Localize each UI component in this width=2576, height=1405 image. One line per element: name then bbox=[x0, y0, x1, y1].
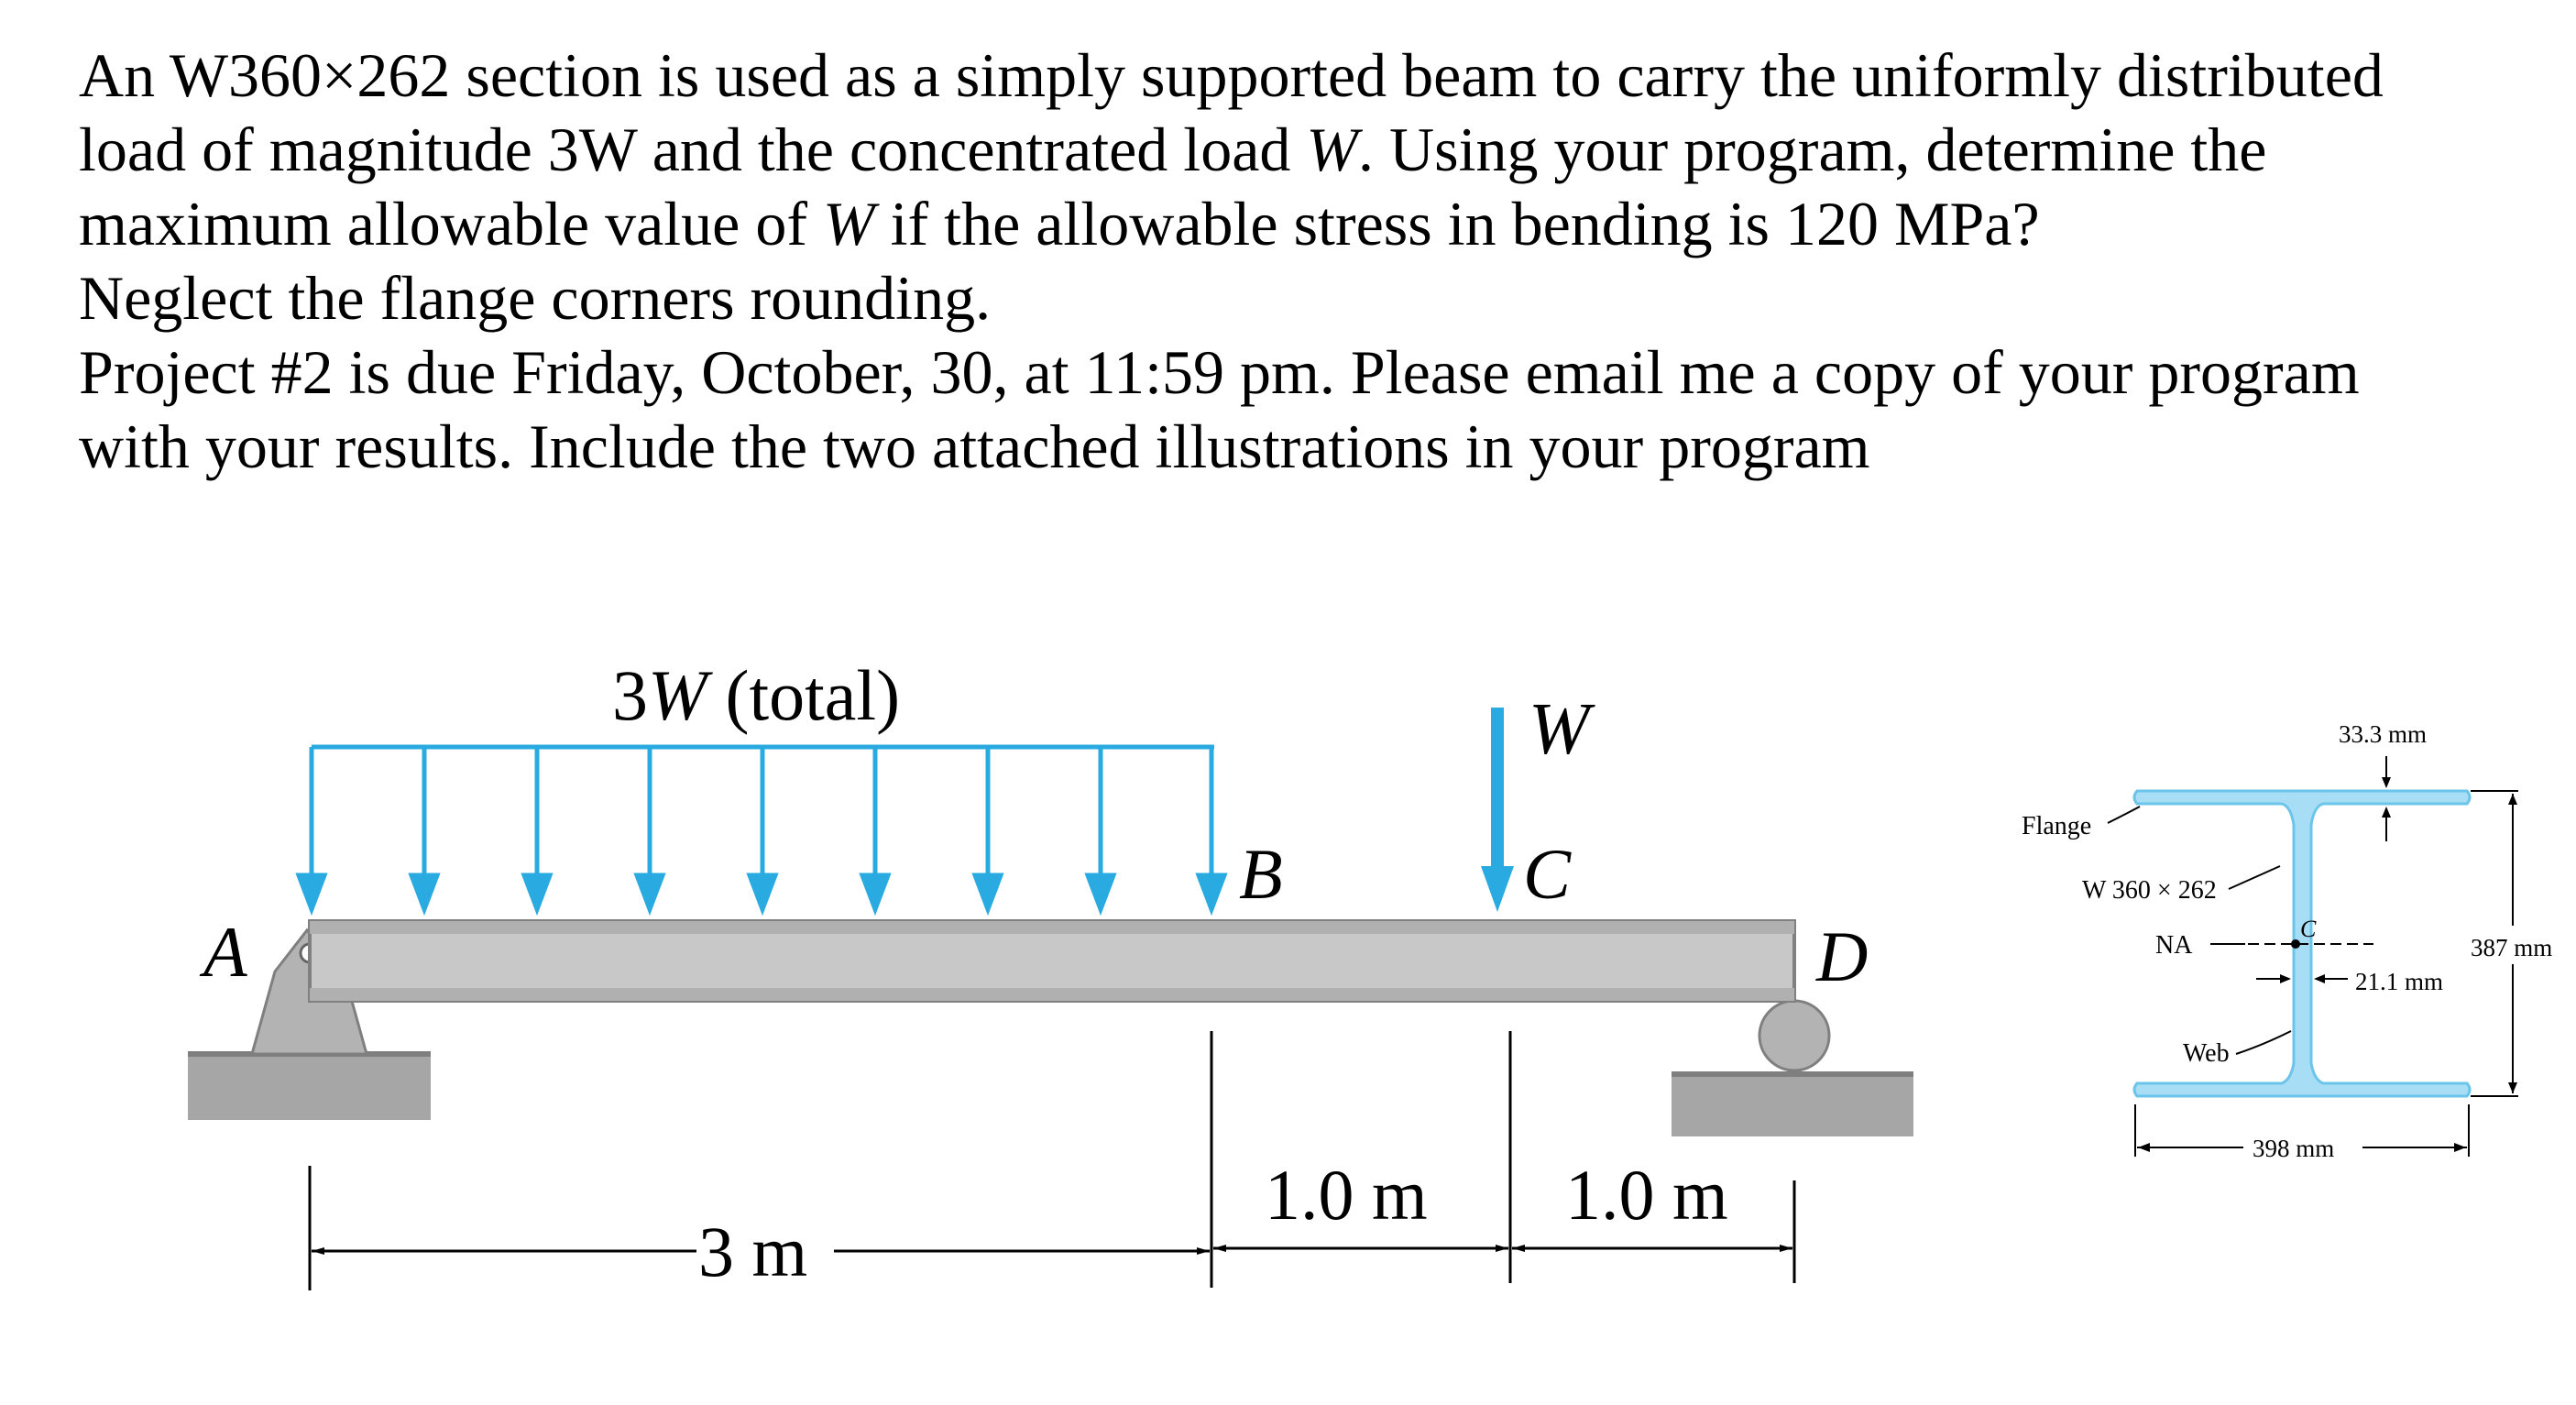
width-label: 398 mm bbox=[2253, 1135, 2335, 1162]
flange-leader bbox=[2108, 807, 2140, 823]
label-point-b: B bbox=[1239, 834, 1283, 914]
web-label: Web bbox=[2183, 1039, 2230, 1068]
dim-label-bc: 1.0 m bbox=[1265, 1155, 1428, 1235]
problem-line-5: Project #2 is due Friday, October, 30, at 11:59 pm. Please email me a copy of your program bbox=[79, 337, 2360, 407]
flange-thickness-label: 33.3 mm bbox=[2339, 720, 2428, 748]
section-designation-label: W 360 × 262 bbox=[2082, 876, 2217, 905]
problem-line-2-w: W bbox=[1306, 115, 1359, 184]
problem-line-3-part-b: if the allowable stress in bending is 120 MPa? bbox=[874, 189, 2040, 258]
na-label: NA bbox=[2155, 931, 2193, 960]
problem-line-2-part-b: . Using your program, determine the bbox=[1358, 115, 2267, 184]
depth-arrowhead-top bbox=[2508, 794, 2517, 805]
section-leader bbox=[2229, 866, 2280, 889]
web-thickness-label: 21.1 mm bbox=[2355, 968, 2444, 995]
problem-line-4: Neglect the flange corners rounding. bbox=[79, 263, 992, 333]
label-point-d: D bbox=[1816, 917, 1869, 996]
point-load-label: W bbox=[1529, 689, 1590, 770]
flange-t-arrowhead-down bbox=[2382, 777, 2391, 788]
label-point-a: A bbox=[203, 912, 247, 992]
flange-t-arrowhead-up bbox=[2382, 807, 2391, 818]
web-t-arrowhead-right bbox=[2280, 974, 2291, 983]
dim-label-3m: 3 m bbox=[698, 1212, 808, 1291]
problem-line-6: with your results. Include the two attached illustrations in your program bbox=[79, 412, 1870, 481]
depth-arrowhead-bottom bbox=[2508, 1082, 2517, 1093]
centroid-label: C bbox=[2300, 916, 2317, 942]
depth-label: 387 mm bbox=[2471, 934, 2553, 961]
label-point-c: C bbox=[1523, 834, 1572, 914]
flange-label: Flange bbox=[2022, 812, 2092, 840]
problem-line-1: An W360×262 section is used as a simply supported beam to carry the uniformly distributed bbox=[79, 40, 2384, 110]
distributed-load-label: 3W (total) bbox=[612, 655, 901, 735]
web-leader bbox=[2236, 1031, 2291, 1054]
centroid-dot bbox=[2291, 939, 2300, 949]
width-arrowhead-left bbox=[2138, 1143, 2150, 1152]
web-t-arrowhead-left bbox=[2314, 974, 2325, 983]
problem-line-2-part-a: load of magnitude 3W and the concentrated load bbox=[79, 115, 1307, 184]
width-arrowhead-right bbox=[2454, 1143, 2466, 1152]
problem-line-3-part-a: maximum allowable value of bbox=[79, 189, 823, 258]
problem-line-3-w: W bbox=[822, 189, 875, 258]
dim-label-cd: 1.0 m bbox=[1565, 1155, 1728, 1235]
